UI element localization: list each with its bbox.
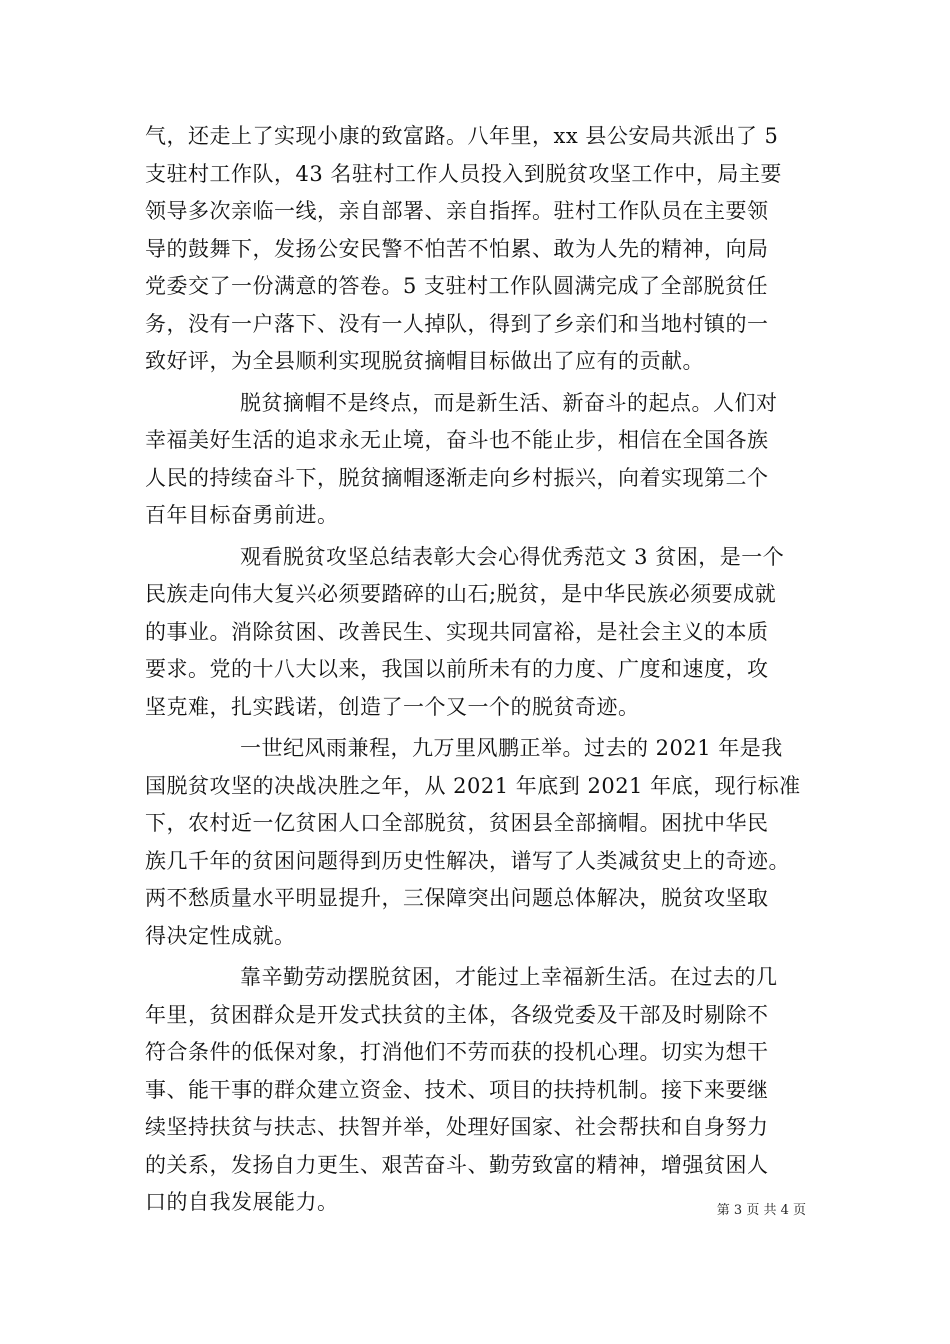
text-line: 续坚持扶贫与扶志、扶智并举，处理好国家、社会帮扶和自身努力 — [145, 1115, 769, 1139]
text-line: 民族走向伟大复兴必须要踏碎的山石;脱贫，是中华民族必须要成就 — [145, 582, 777, 606]
text-line: 坚克难，扎实践诺，创造了一个又一个的脱贫奇迹。 — [145, 694, 640, 719]
text-line: 国脱贫攻坚的决战决胜之年，从 2021 年底到 2021 年底，现行标准 — [145, 773, 801, 798]
text-line: 符合条件的低保对象，打消他们不劳而获的投机心理。切实为想干 — [145, 1040, 769, 1064]
text-line: 年里，贫困群众是开发式扶贫的主体，各级党委及干部及时剔除不 — [145, 1002, 769, 1027]
text-line: 幸福美好生活的追求永无止境，奋斗也不能止步，相信在全国各族 — [145, 428, 769, 452]
text-line: 下，农村近一亿贫困人口全部脱贫，贫困县全部摘帽。困扰中华民 — [145, 811, 769, 835]
text-line: 的事业。消除贫困、改善民生、实现共同富裕，是社会主义的本质 — [145, 619, 769, 644]
text-line: 得决定性成就。 — [145, 923, 296, 948]
text-line: 百年目标奋勇前进。 — [145, 503, 339, 527]
text-line: 支驻村工作队，43 名驻村工作人员投入到脱贫攻坚工作中，局主要 — [145, 161, 782, 186]
text-line: 导的鼓舞下，发扬公安民警不怕苦不怕累、敢为人先的精神，向局 — [145, 236, 769, 261]
paragraph-5 — [145, 959, 825, 1222]
paragraph-2 — [145, 385, 825, 535]
text-line: 致好评，为全县顺利实现脱贫摘帽目标做出了应有的贡献。 — [145, 349, 704, 373]
text-line: 要求。党的十八大以来，我国以前所未有的力度、广度和速度，攻 — [145, 657, 769, 681]
text-line: 的关系，发扬自力更生、艰苦奋斗、勤劳致富的精神，增强贫困人 — [145, 1152, 769, 1177]
text-line: 一世纪风雨兼程，九万里风鹏正举。过去的 2021 年是我 — [240, 736, 783, 760]
text-line: 口的自我发展能力。 — [145, 1190, 339, 1214]
text-line: 靠辛勤劳动摆脱贫困，才能过上幸福新生活。在过去的几 — [240, 965, 778, 989]
text-line: 人民的持续奋斗下，脱贫摘帽逐渐走向乡村振兴，向着实现第二个 — [145, 465, 769, 490]
text-line: 气，还走上了实现小康的致富路。八年里，xx 县公安局共派出了 5 — [145, 124, 779, 148]
text-line: 党委交了一份满意的答卷。5 支驻村工作队圆满完成了全部脱贫任 — [145, 274, 769, 298]
paragraph-1 — [145, 118, 825, 381]
text-line: 族几千年的贫困问题得到历史性解决，谱写了人类减贫史上的奇迹。 — [145, 848, 790, 873]
text-line: 事、能干事的群众建立资金、技术、项目的扶持机制。接下来要继 — [145, 1077, 769, 1102]
document-body — [145, 118, 825, 1222]
paragraph-3 — [145, 539, 825, 727]
text-line: 领导多次亲临一线，亲自部署、亲自指挥。驻村工作队员在主要领 — [145, 199, 769, 223]
text-line: 脱贫摘帽不是终点，而是新生活、新奋斗的起点。人们对 — [240, 390, 778, 415]
page-number-footer: 第 3 页 共 4 页 — [716, 1203, 806, 1218]
paragraph-4 — [145, 730, 825, 955]
text-line: 两不愁质量水平明显提升，三保障突出问题总体解决，脱贫攻坚取 — [145, 886, 769, 910]
text-line: 观看脱贫攻坚总结表彰大会心得优秀范文 3 贫困，是一个 — [240, 544, 785, 569]
text-line: 务，没有一户落下、没有一人掉队，得到了乡亲们和当地村镇的一 — [145, 311, 769, 336]
